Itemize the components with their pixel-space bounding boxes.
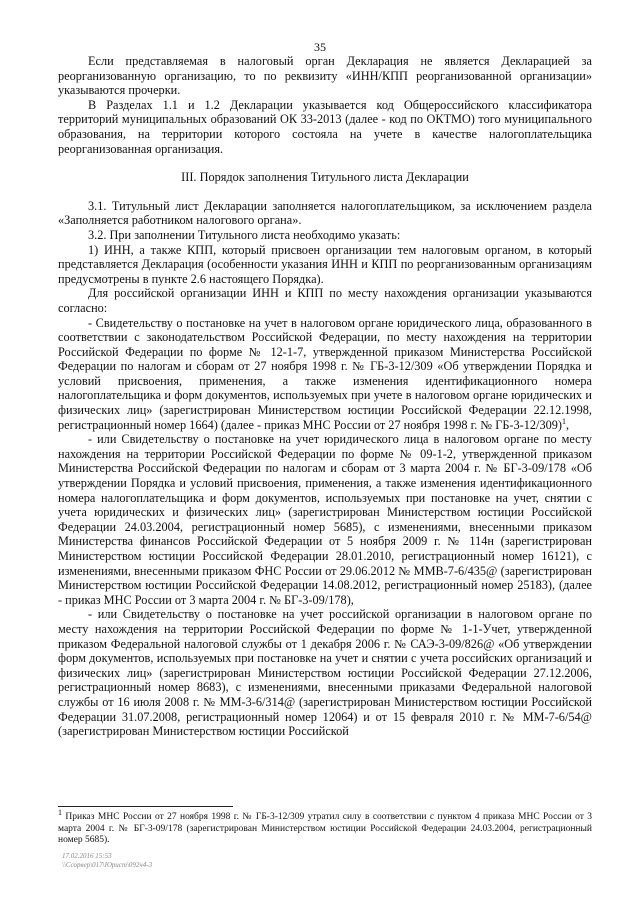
footnote [58,807,592,847]
document-body [58,54,592,739]
footnote-text: Приказ МНС России от 27 ноября 1998 г. № ГБ-3-12/309 утратил силу в соответствии с пунктом 4 приказа МНС России от 3 марта 2004 г. № БГ-3-09/178 (зарегистрирован Министерством юстиции Российской Федерации 24.03.2004, регистрационный номер 5685). [58,812,592,845]
print-stamp-date: 17.02.2016 15:53 [62,852,112,860]
paragraph: В Разделах 1.1 и 1.2 Декларации указывается код Общероссийского классификатора территорий муниципальных образований ОК 33-2013 (далее - код по ОКТМО) того муниципального образования, на территории которого состояла на учете в качестве налогоплательщика реорганизованная организация. [58,97,592,156]
section-heading: III. Порядок заполнения Титульного листа Декларации [181,170,469,185]
paragraph: 1) ИНН, а также КПП, который присвоен организации тем налоговым органом, в который представляется Декларация (особенности указания ИНН и КПП по реорганизованным организациям предусмотрены в пункте 2.6 настоящего Порядка). [58,242,592,286]
list-item: - или Свидетельству о постановке на учет юридического лица в налоговом органе по месту нахождения на территории Российской Федерации по форме № 09-1-2, утвержденной приказом Министерства Российской Федерации по налогам и сборам от 3 марта 2004 г. № БГ-3-09/178 «Об утверждении Порядка и условий присвоения, применения, а также изменения идентификационного номера налогоплательщика и форм документов, используемых при постановке на учет, снятии с учета юридических и физических лиц» (зарегистрирован Министерством юстиции Российской Федерации 24.03.2004, регистрационный номер 5685), с изменениями, внесенными приказом Министерства финансов Российской Федерации от 5 ноября 2009 г. № 114н (зарегистрирован Министерством юстиции Российской Федерации 28.01.2010, регистрационный номер 16121), с изменениями, внесенными приказом ФНС России от 29.06.2012 № ММВ-7-6/435@ (зарегистрирован Министерством юстиции Российской Федерации 14.08.2012, регистрационный номер 25183), (далее - приказ МНС России от 3 марта 2004 г. № БГ-3-09/178), [58,432,592,607]
paragraph: 3.2. При заполнении Титульного листа необходимо указать: [88,227,401,242]
footnote-ref: 1 [562,416,566,426]
list-item: - Свидетельству о постановке на учет в налоговом органе юридического лица, образованного в соответствии с законодательством Российской Федерации, по месту нахождения на территории Российской Федерации по форме № 12-1-7, утвержденной приказом Министерства Российской Федерации по налогам и сборам от 27 ноября 1998 г. № ГБ-3-12/309 «Об утверждении Порядка и условий присвоения, применения, а также изменения идентификационного номера налогоплательщика и форм документов, используемых при учете в налоговом органе юридических и физических лиц» (зарегистрирован Министерством юстиции Российской Федерации 22.12.1998, регистрационный номер 1664) (далее - приказ МНС России от 27 ноября 1998 г. № ГБ-3-12/309)$^1$, [58,315,592,432]
list-item: - или Свидетельству о постановке на учет российской организации в налоговом органе по месту нахождения на территории Российской Федерации по форме № 1-1-Учет, утвержденной приказом Федеральной налоговой службы от 1 декабря 2006 г. № САЭ-3-09/826@ «Об утверждении форм документов, используемых при постановке на учет и снятии с учета российских организаций и физических лиц» (зарегистрирован Министерством юстиции Российской Федерации 27.12.2006, регистрационный номер 8683), с изменениями, внесенными приказами Федеральной налоговой службы от 16 июля 2008 г. № ММ-3-6/314@ (зарегистрирован Министерством юстиции Российской Федерации 31.07.2008, регистрационный номер 12064) и от 15 февраля 2010 г. № ММ-7-6/54@ (зарегистрирован Министерством юстиции Российской [58,607,592,739]
list-item-text: - Свидетельству о постановке на учет в налоговом органе юридического лица, образованного в соответствии с законодательством Российской Федерации, по месту нахождения на территории Российской Федерации по форме № 12-1-7, утвержденной приказом Министерства Российской Федерации по налогам и сборам от 27 ноября 1998 г. № ГБ-3-12/309 «Об утверждении Порядка и условий присвоения, применения, а также изменения идентификационного номера налогоплательщика и форм документов, используемых при учете в налоговом органе юридических и физических лиц» (зарегистрирован Министерством юстиции Российской Федерации 22.12.1998, регистрационный номер 1664) (далее - приказ МНС России от 27 ноября 1998 г. № ГБ-3-12/309) [58,315,592,432]
page-number: 35 [314,40,326,54]
footnote-mark: 1 [58,807,62,817]
paragraph: 3.1. Титульный лист Декларации заполняется налогоплательщиком, за исключением раздела «Заполняется работником налогового органа». [58,198,592,228]
paragraph: Если представляемая в налоговый орган Декларация не является Декларацией за реорганизованную организацию, то по реквизиту «ИНН/КПП реорганизованной организации» указываются прочерки. [58,54,592,98]
paragraph: Для российской организации ИНН и КПП по месту нахождения организации указываются согласно: [58,286,592,315]
print-stamp-path: \\Ссорвер\017\Юрист\092ч4-3 [62,861,153,869]
footnote-divider [58,806,233,807]
